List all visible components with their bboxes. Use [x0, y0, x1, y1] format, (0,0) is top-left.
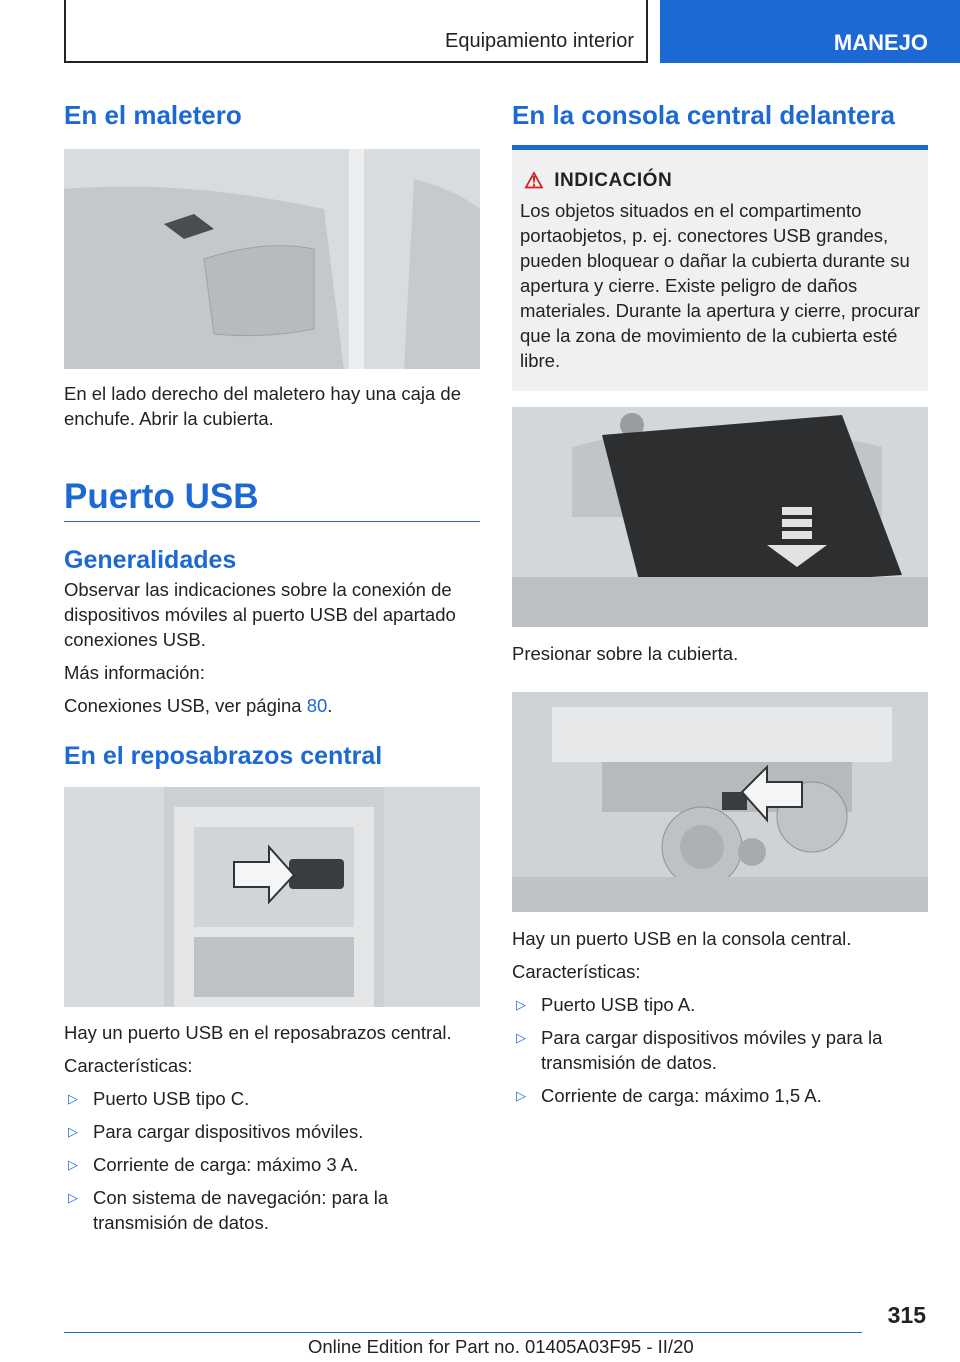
- console-features-label: Características:: [512, 961, 641, 982]
- ref-end: .: [327, 695, 333, 716]
- list-item: ▷ Corriente de carga: máximo 1,5 A.: [516, 1085, 822, 1106]
- armrest-features-list: [64, 1086, 480, 1235]
- console-usb-caption: Hay un puerto USB en la consola central.: [512, 928, 852, 949]
- list-item: ▷ Para cargar dispositivos móviles y para la transmisión de datos.: [516, 1027, 883, 1073]
- bullet-triangle-icon: ▷: [68, 1157, 78, 1172]
- left-column: [64, 100, 480, 1243]
- edition-info: Online Edition for Part no. 01405A03F95 - II/20: [308, 1336, 694, 1357]
- armrest-heading: En el reposabrazos central: [64, 742, 383, 770]
- armrest-caption: Hay un puerto USB en el reposabrazos central.: [64, 1022, 452, 1043]
- list-item: ▷ Corriente de carga: máximo 3 A.: [68, 1154, 359, 1175]
- press-cover-caption: Presionar sobre la cubierta.: [512, 643, 739, 664]
- warning-triangle-icon: ⚠: [524, 168, 545, 193]
- more-info-label: Más información:: [64, 662, 205, 683]
- trunk-socket-image: [64, 149, 480, 369]
- console-usb-image: [512, 692, 928, 912]
- bullet-triangle-icon: ▷: [68, 1091, 78, 1106]
- footer-divider: [64, 1332, 862, 1333]
- list-item: ▷ Para cargar dispositivos móviles.: [68, 1121, 364, 1142]
- armrest-usb-image: [64, 787, 480, 1007]
- ref-text: Conexiones USB, ver página: [64, 695, 307, 716]
- list-item: ▷ Puerto USB tipo A.: [516, 994, 696, 1015]
- header-box: [64, 0, 648, 63]
- bullet-triangle-icon: ▷: [516, 1088, 526, 1103]
- general-text: Observar las indicaciones sobre la conexión de dispositivos móviles al puerto USB del apartado conexiones USB.: [64, 579, 456, 650]
- notice-box: [512, 145, 928, 391]
- page-number: 315: [887, 1302, 926, 1328]
- general-heading: Generalidades: [64, 546, 237, 574]
- list-item: ▷ Con sistema de navegación: para la transmisión de datos.: [68, 1187, 389, 1233]
- console-features-list: [512, 992, 928, 1108]
- usb-title: Puerto USB: [64, 477, 259, 516]
- list-item: ▷ Puerto USB tipo C.: [68, 1088, 250, 1109]
- section-title: Equipamiento interior: [445, 30, 634, 52]
- armrest-features-label: Características:: [64, 1055, 193, 1076]
- page-reference: [64, 693, 480, 718]
- trunk-heading: En el maletero: [64, 100, 242, 130]
- right-column: [512, 100, 928, 1116]
- page-link[interactable]: 80: [306, 695, 328, 716]
- notice-text: Los objetos situados en el compartimento portaobjetos, p. ej. conectores USB grandes, pueden bloquear o dañar la cubierta durante su apertura y cierre. Existe peligro de daños materiales. Durante la apertura y cierre, procurar que la zona de movimiento de la cubierta esté libre.: [520, 200, 920, 371]
- trunk-caption: En el lado derecho del maletero hay una caja de enchufe. Abrir la cubierta.: [64, 383, 461, 429]
- console-heading: En la consola central delantera: [512, 100, 895, 130]
- bullet-triangle-icon: ▷: [516, 997, 526, 1012]
- usb-title-wrap: [64, 477, 480, 522]
- bullet-triangle-icon: ▷: [516, 1030, 526, 1045]
- bullet-triangle-icon: ▷: [68, 1190, 78, 1205]
- notice-title: ⚠ INDICACIÓN: [524, 168, 673, 193]
- bullet-triangle-icon: ▷: [68, 1124, 78, 1139]
- chapter-tab[interactable]: MANEJO: [660, 0, 960, 63]
- console-cover-image: [512, 407, 928, 627]
